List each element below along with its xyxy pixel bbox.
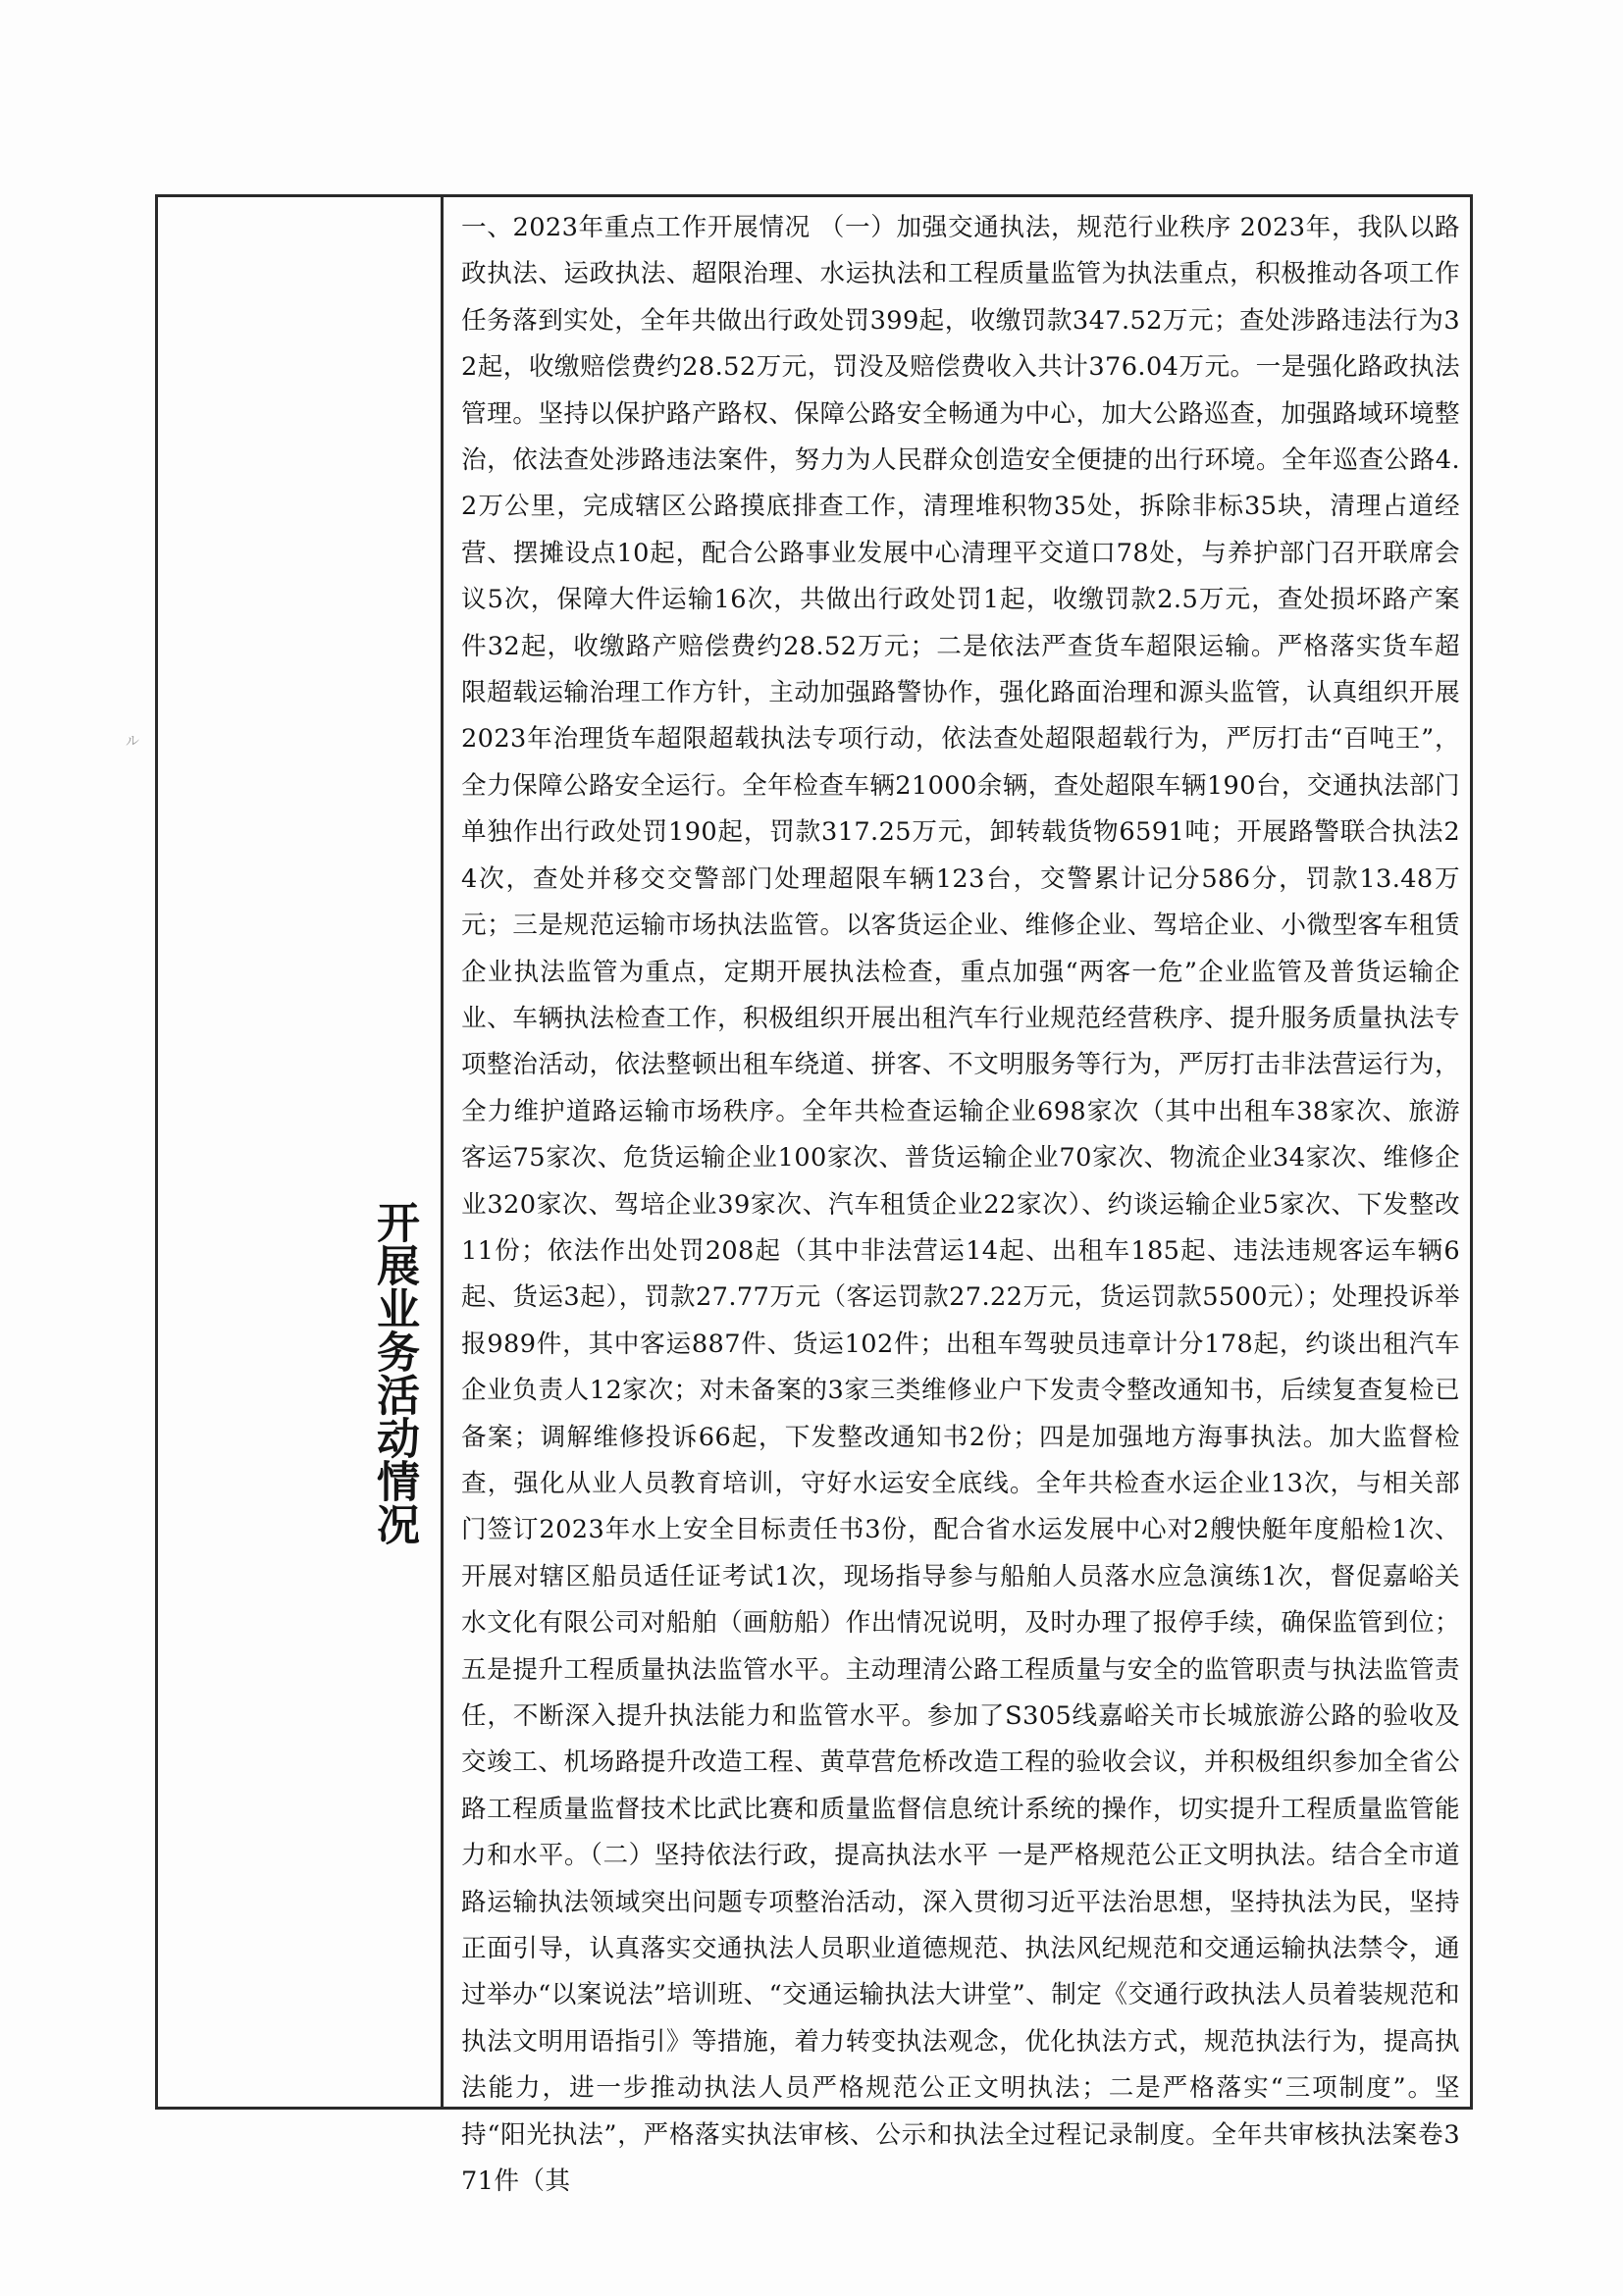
scan-margin-mark: ル xyxy=(126,734,139,750)
label-cell xyxy=(158,197,444,2107)
activity-description: 一、2023年重点工作开展情况 （一）加强交通执法，规范行业秩序 2023年，我队以路政执法、运政执法、超限治理、水运执法和工程质量监管为执法重点，积极推动各项工作任务落到实处，全年共做出行政处罚399起，收缴罚款347.52万元；查处涉路违法行为32起，收缴赔偿费约28.52万元，罚没及赔偿费收入共计376.04万元。一是强化路政执法管理。坚持以保护路产路权、保障公路安全畅通为中心，加大公路巡查，加强路域环境整治，依法查处涉路违法案件，努力为人民群众创造安全便捷的出行环境。全年巡查公路4.2万公里，完成辖区公路摸底排查工作，清理堆积物35处，拆除非标35块，清理占道经营、摆摊设点10起，配合公路事业发展中心清理平交道口78处，与养护部门召开联席会议5次，保障大件运输16次，共做出行政处罚1起，收缴罚款2.5万元，查处损坏路产案件32起，收缴路产赔偿费约28.52万元；二是依法严查货车超限运输。严格落实货车超限超载运输治理工作方针，主动加强路警协作，强化路面治理和源头监管，认真组织开展2023年治理货车超限超载执法专项行动，依法查处超限超载行为，严厉打击“百吨王”，全力保障公路安全运行。全年检查车辆21000余辆，查处超限车辆190台，交通执法部门单独作出行政处罚190起，罚款317.25万元，卸转载货物6591吨；开展路警联合执法24次，查处并移交交警部门处理超限车辆123台，交警累计记分586分，罚款13.48万元；三是规范运输市场执法监管。以客货运企业、维修企业、驾培企业、小微型客车租赁企业执法监管为重点，定期开展执法检查，重点加强“两客一危”企业监管及普货运输企业、车辆执法检查工作，积极组织开展出租汽车行业规范经营秩序、提升服务质量执法专项整治活动，依法整顿出租车绕道、拼客、不文明服务等行为，严厉打击非法营运行为，全力维护道路运输市场秩序。全年共检查运输企业698家次（其中出租车38家次、旅游客运75家次、危货运输企业100家次、普货运输企业70家次、物流企业34家次、维修企业320家次、驾培企业39家次、汽车租赁企业22家次）、约谈运输企业5家次、下发整改11份；依法作出处罚208起（其中非法营运14起、出租车185起、违法违规客运车辆6起、货运3起），罚款27.77万元（客运罚款27.22万元，货运罚款5500元）；处理投诉举报989件，其中客运887件、货运102件；出租车驾驶员违章计分178起，约谈出租汽车企业负责人12家次；对未备案的3家三类维修业户下发责令整改通知书，后续复查复检已备案；调解维修投诉66起，下发整改通知书2份；四是加强地方海事执法。加大监督检查，强化从业人员教育培训，守好水运安全底线。全年共检查水运企业13次，与相关部门签订2023年水上安全目标责任书3份，配合省水运发展中心对2艘快艇年度船检1次、开展对辖区船员适任证考试1次，现场指导参与船舶人员落水应急演练1次，督促嘉峪关水文化有限公司对船舶（画舫船）作出情况说明，及时办理了报停手续，确保监管到位；五是提升工程质量执法监管水平。主动理清公路工程质量与安全的监管职责与执法监管责任，不断深入提升执法能力和监管水平。参加了S305线嘉峪关市长城旅游公路的验收及交竣工、机场路提升改造工程、黄草营危桥改造工程的验收会议，并积极组织参加全省公路工程质量监督技术比武比赛和质量监督信息统计系统的操作，切实提升工程质量监管能力和水平。（二）坚持依法行政，提高执法水平 一是严格规范公正文明执法。结合全市道路运输执法领域突出问题专项整治活动，深入贯彻习近平法治思想，坚持执法为民，坚持正面引导，认真落实交通执法人员职业道德规范、执法风纪规范和交通运输执法禁令，通过举办“以案说法”培训班、“交通运输执法大讲堂”、制定《交通行政执法人员着装规范和执法文明用语指引》等措施，着力转变执法观念，优化执法方式，规范执法行为，提高执法能力，进一步推动执法人员严格规范公正文明执法；二是严格落实“三项制度”。坚持“阳光执法”，严格落实执法审核、公示和执法全过程记录制度。全年共审核执法案卷371件（其 xyxy=(461,213,1460,2197)
content-cell xyxy=(444,197,1470,2197)
section-label: 开展业务活动情况 xyxy=(369,1200,419,1545)
form-table xyxy=(155,194,1473,2197)
